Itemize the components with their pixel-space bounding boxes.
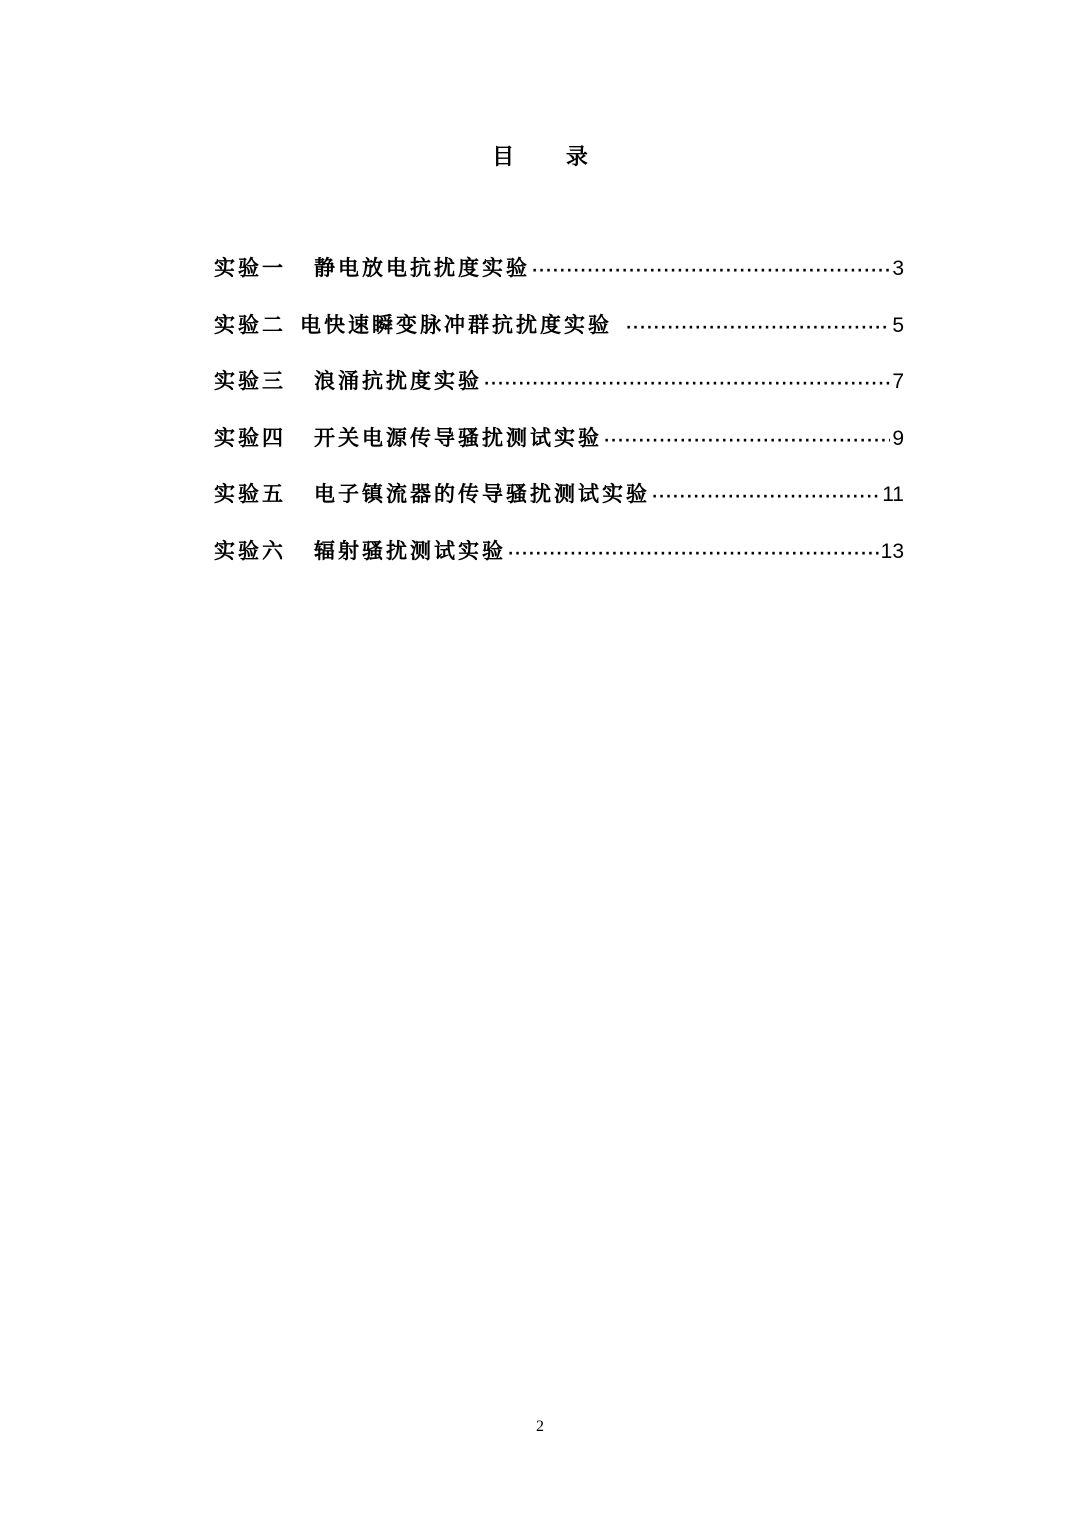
toc-entry-label: 实验四 xyxy=(214,424,286,450)
toc-title: 目 录 xyxy=(492,144,610,170)
toc-entry-text: 电子镇流器的传导骚扰测试实验 xyxy=(314,481,650,506)
toc-entry[interactable] xyxy=(214,252,904,309)
toc-dot-leader xyxy=(484,376,890,392)
toc-entry-text: 浪涌抗扰度实验 xyxy=(314,368,482,393)
page-number: 2 xyxy=(536,1418,544,1435)
toc-entry-text: 静电放电抗扰度实验 xyxy=(314,255,530,280)
toc-entry-text: 电快速瞬变脉冲群抗扰度实验 xyxy=(300,311,612,337)
toc-dot-leader xyxy=(532,263,890,279)
toc-entry[interactable] xyxy=(214,309,904,366)
toc-dot-leader xyxy=(604,433,890,449)
toc-entry-page: 11 xyxy=(882,483,904,506)
toc-dot-leader xyxy=(652,489,880,505)
toc-dot-leader xyxy=(626,320,890,336)
toc-entry[interactable] xyxy=(214,365,904,422)
toc-entry-page: 3 xyxy=(892,257,904,280)
toc-entry-text: 开关电源传导骚扰测试实验 xyxy=(314,424,602,450)
toc-entry[interactable] xyxy=(214,478,904,535)
toc-entry-text: 辐射骚扰测试实验 xyxy=(314,537,506,563)
toc-entry-label: 实验二 xyxy=(214,311,286,337)
toc-entry-page: 13 xyxy=(880,539,904,563)
toc-entry-page: 7 xyxy=(892,370,904,393)
toc-list xyxy=(214,252,904,591)
toc-entry-page: 9 xyxy=(892,426,904,450)
toc-entry[interactable] xyxy=(214,535,904,592)
toc-entry-label: 实验五 xyxy=(214,481,286,506)
toc-entry-page: 5 xyxy=(892,313,904,337)
toc-entry[interactable] xyxy=(214,422,904,479)
toc-entry-label: 实验一 xyxy=(214,255,286,280)
toc-dot-leader xyxy=(508,546,879,562)
toc-entry-label: 实验六 xyxy=(214,537,286,563)
toc-entry-label: 实验三 xyxy=(214,368,286,393)
